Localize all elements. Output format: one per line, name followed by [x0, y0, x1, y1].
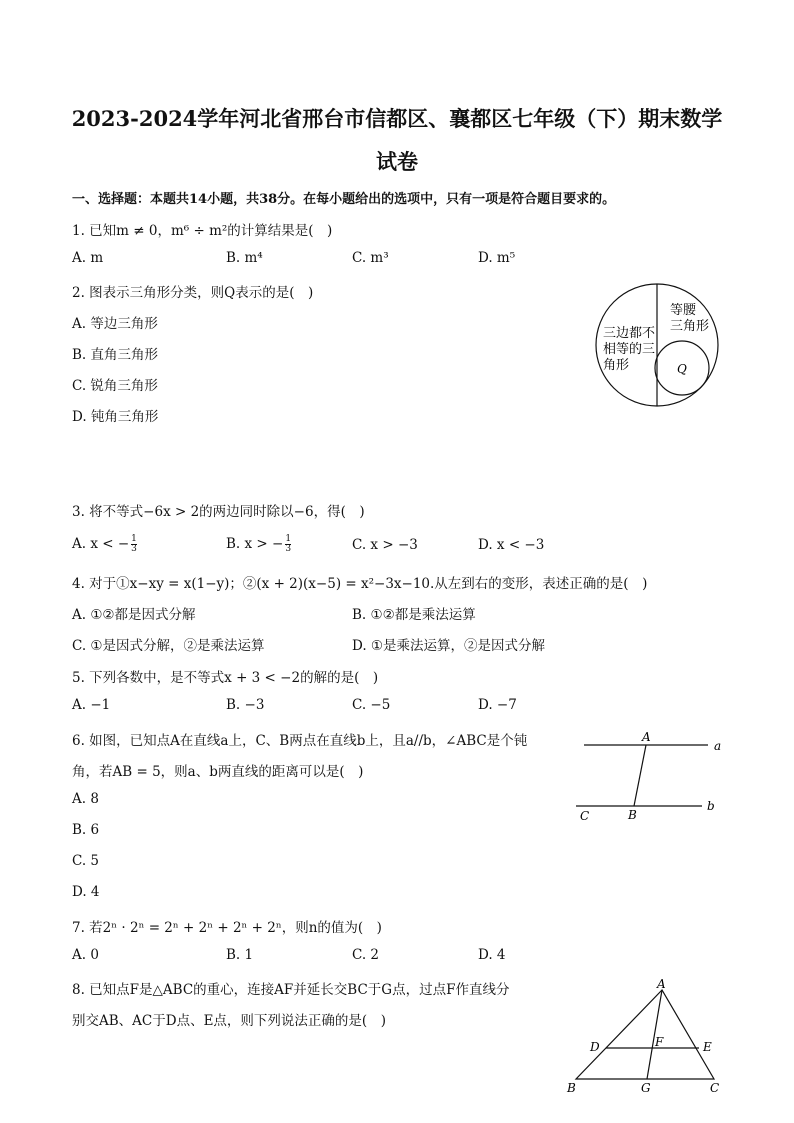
question-1-option-b: B. m⁴: [226, 250, 263, 266]
question-2-option-b: B. 直角三角形: [72, 347, 159, 363]
figure-left-text-3: 角形: [603, 358, 630, 373]
question-7-option-a: A. 0: [72, 947, 99, 963]
line-a-label: a: [714, 739, 722, 753]
question-3-stem: 3. 将不等式−6x > 2的两边同时除以−6，得( ): [72, 504, 365, 520]
question-4-option-c: C. ①是因式分解，②是乘法运算: [72, 638, 265, 654]
question-3-option-d: D. x < −3: [478, 537, 545, 553]
question-7-option-c: C. 2: [352, 947, 380, 963]
question-6-option-c: C. 5: [72, 853, 100, 869]
point-b-label: B: [628, 808, 637, 822]
question-8-stem-line2: 别交AB、AC于D点、E点，则下列说法正确的是( ): [72, 1013, 386, 1029]
fraction-one-third-b: $\frac{1}{3}$: [285, 534, 292, 554]
question-6-option-a: A. 8: [72, 791, 99, 807]
question-1-option-c: C. m³: [352, 250, 389, 266]
figure-right-text-1: 等腰: [670, 303, 697, 318]
question-6-stem-line1: 6. 如图，已知点A在直线a上，C、B两点在直线b上，且a//b，∠ABC是个钝: [72, 733, 528, 749]
question-5-option-d: D. −7: [478, 697, 517, 713]
question-4-option-d: D. ①是乘法运算，②是因式分解: [352, 638, 546, 654]
point-c-label: C: [580, 809, 590, 823]
tri-point-d-label: D: [590, 1040, 600, 1054]
page-title-line1: 2023-2024学年河北省邢台市信都区、襄都区七年级（下）期末数学: [71, 106, 723, 131]
tri-point-c-label: C: [710, 1081, 720, 1095]
question-2-option-d: D. 钝角三角形: [72, 409, 159, 425]
question-1-stem: 1. 已知m ≠ 0，m⁶ ÷ m²的计算结果是( ): [72, 223, 333, 239]
question-5-option-c: C. −5: [352, 697, 391, 713]
fraction-one-third-a: $\frac{1}{3}$: [131, 534, 137, 554]
question-3-option-b: [226, 535, 293, 554]
point-a-label: A: [642, 730, 651, 744]
tri-point-g-label: G: [641, 1081, 651, 1095]
question-7-option-b: B. 1: [226, 947, 254, 963]
question-7-stem: 7. 若2ⁿ · 2ⁿ = 2ⁿ + 2ⁿ + 2ⁿ + 2ⁿ，则n的值为( ): [72, 920, 382, 936]
question-5-option-a: A. −1: [72, 697, 111, 713]
question-5-stem: 5. 下列各数中，是不等式x + 3 < −2的解的是( ): [72, 670, 379, 686]
figure-left-text-2: 相等的三: [603, 342, 656, 357]
line-b-label: b: [707, 799, 715, 813]
question-1-option-a: A. m: [72, 250, 104, 266]
figure-left-text-1: 三边都不: [603, 326, 656, 341]
triangle-classification-figure: [594, 282, 730, 410]
question-2-option-c: C. 锐角三角形: [72, 378, 158, 394]
question-2-option-a: A. 等边三角形: [72, 316, 158, 332]
triangle-centroid-figure: [562, 976, 730, 1098]
parallel-lines-figure: [574, 728, 724, 824]
question-3-option-c: C. x > −3: [352, 537, 418, 553]
question-3-option-a: [72, 535, 139, 554]
question-2-stem: 2. 图表示三角形分类，则Q表示的是( ): [72, 285, 314, 301]
question-4-option-a: A. ①②都是因式分解: [72, 607, 196, 623]
question-6-stem-line2: 角，若AB = 5，则a、b两直线的距离可以是( ): [72, 764, 364, 780]
section-heading: 一、选择题：本题共14小题，共38分。在每小题给出的选项中，只有一项是符合题目要求的。: [72, 192, 616, 207]
page-title-line2: 试卷: [376, 149, 418, 174]
tri-point-f-label: F: [655, 1035, 664, 1049]
tri-point-a-label: A: [657, 977, 666, 991]
question-7-option-d: D. 4: [478, 947, 506, 963]
question-3-option-b-text: B. x > −: [226, 536, 284, 552]
question-4-option-b: B. ①②都是乘法运算: [352, 607, 476, 623]
question-3-option-a-text: A. x < −: [72, 536, 130, 552]
question-1-option-d: D. m⁵: [478, 250, 516, 266]
tri-point-b-label: B: [567, 1081, 576, 1095]
question-6-option-d: D. 4: [72, 884, 100, 900]
figure-q-label: Q: [677, 362, 687, 376]
question-4-stem: 4. 对于①x−xy = x(1−y)；②(x + 2)(x−5) = x²−3x−10.从左到右的变形，表述正确的是( ): [72, 576, 648, 592]
figure-right-text-2: 三角形: [670, 319, 710, 334]
tri-point-e-label: E: [703, 1040, 712, 1054]
question-6-option-b: B. 6: [72, 822, 100, 838]
question-5-option-b: B. −3: [226, 697, 265, 713]
question-8-stem-line1: 8. 已知点F是△ABC的重心，连接AF并延长交BC于G点，过点F作直线分: [72, 982, 510, 998]
